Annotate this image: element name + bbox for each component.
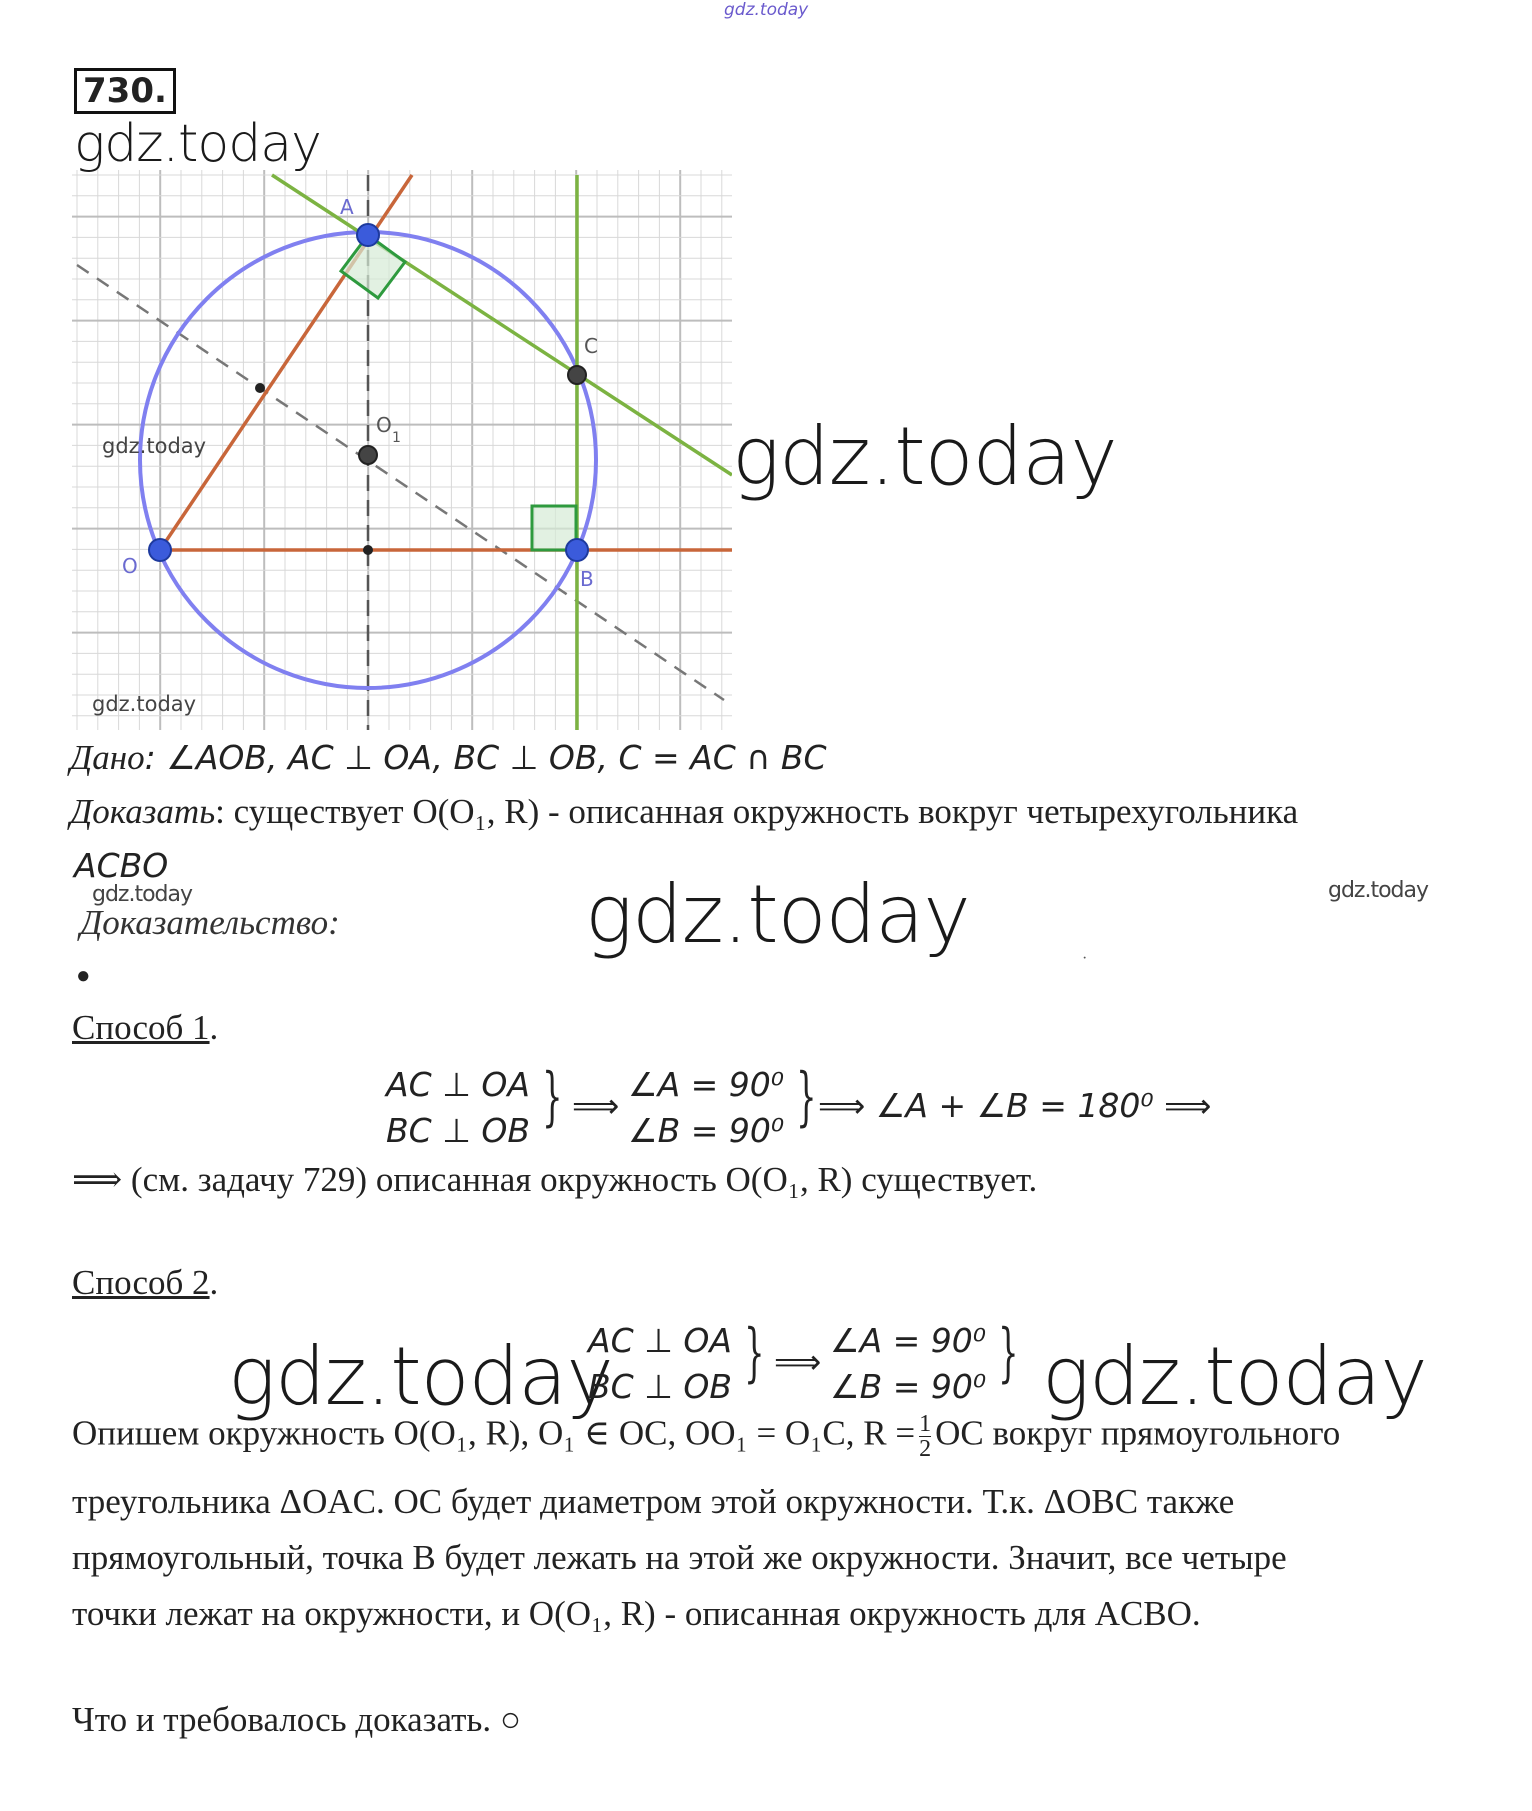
method2-line3: прямоугольный, точка B будет лежать на этой же окружности. Значит, все четыре (72, 1538, 1287, 1577)
method1-mid-block (628, 1062, 784, 1154)
method2-line1-a: Опишем окружность O(O₁, R), O₁ ∈ OC, OO₁ = O₁C, R = (72, 1413, 916, 1453)
label-o1: O (376, 413, 392, 437)
method2-left-block (588, 1318, 732, 1410)
method1-left-bottom: BC ⊥ OB (386, 1111, 531, 1150)
prove-label: Доказать (70, 792, 216, 831)
label-a: A (340, 195, 354, 219)
method1-result: ⟹ ∠A + ∠B = 180⁰ ⟹ (818, 1086, 1212, 1125)
bullet: ● (76, 963, 91, 989)
method2-brace-2: } (998, 1316, 1019, 1390)
conclusion: Что и требовалось доказать. ○ (72, 1700, 522, 1739)
method2-implies: ⟹ (774, 1342, 822, 1381)
line-ac (272, 175, 732, 475)
proof-label: Доказательство: (80, 903, 340, 942)
method2-title: Способ 2 (72, 1263, 210, 1302)
watermark-method2-left: gdz.today (228, 1330, 613, 1423)
method1-left-block (386, 1062, 530, 1154)
method2-left-bottom: BC ⊥ OB (588, 1367, 733, 1406)
top-watermark: gdz.today (724, 0, 809, 20)
point-a (357, 224, 379, 246)
point-midpoint-ob (363, 545, 373, 555)
prove-text: : существует O(O₁, R) - описанная окружность вокруг четырехугольника (215, 792, 1299, 831)
method2-line1-b: OC вокруг прямоугольного (935, 1413, 1341, 1453)
method1-title-line: Способ 1. (72, 1008, 219, 1047)
watermark-method2-right: gdz.today (1042, 1330, 1427, 1423)
method2-left-top: AC ⊥ OA (588, 1321, 732, 1360)
point-c (568, 366, 586, 384)
point-o (149, 539, 171, 561)
label-o1-sub: 1 (392, 430, 401, 446)
method2-brace-1: } (744, 1316, 765, 1390)
method2-mid-top: ∠A = 90⁰ (830, 1321, 987, 1360)
method1-brace-2: } (796, 1060, 817, 1134)
figure-watermark-inner: gdz.today (102, 434, 207, 458)
method1-left-top: AC ⊥ OA (386, 1065, 530, 1104)
method2-title-line: Способ 2. (72, 1263, 219, 1302)
given-text: : ∠AOB, AC ⊥ OA, BC ⊥ OB, C = AC ∩ BC (144, 738, 827, 777)
method1-mid-top: ∠A = 90⁰ (628, 1065, 785, 1104)
watermark-center: gdz.today (585, 868, 970, 961)
watermark-above-proof: gdz.today (92, 882, 193, 907)
figure-watermark-bottom: gdz.today (92, 692, 197, 716)
tiny-mark: · (1082, 950, 1088, 967)
fraction-one-half: $\frac{1}{2}$ (919, 1411, 932, 1462)
method1-brace-1: } (542, 1060, 563, 1134)
method1-mid-bottom: ∠B = 90⁰ (628, 1111, 785, 1150)
watermark-under-number: gdz.today (74, 114, 321, 174)
method2-line4: точки лежат на окружности, и O(O₁, R) - описанная окружность для ACBO. (72, 1594, 1201, 1633)
dashed-perpendicular-bisector (77, 265, 724, 700)
point-midpoint-oa (255, 383, 265, 393)
method1-title: Способ 1 (72, 1008, 210, 1047)
method2-line1 (72, 1412, 1340, 1461)
given-label: Дано (70, 738, 145, 777)
label-c: C (584, 334, 598, 358)
label-o: O (122, 554, 138, 578)
method2-mid-bottom: ∠B = 90⁰ (830, 1367, 987, 1406)
problem-number: 730. (74, 68, 176, 114)
geometry-figure (72, 170, 732, 730)
prove-line (70, 792, 1298, 832)
point-b (566, 539, 588, 561)
method2-mid-block (830, 1318, 986, 1410)
watermark-right-small: gdz.today (1328, 878, 1429, 903)
prove-object: ACBO (74, 846, 169, 885)
watermark-right-of-figure: gdz.today (732, 410, 1117, 503)
label-b: B (580, 567, 594, 591)
method2-line2: треугольника ΔOAC. OC будет диаметром этой окружности. Т.к. ΔOBC также (72, 1482, 1235, 1521)
method1-line2: ⟹ (см. задачу 729) описанная окружность O(O₁, R) существует. (72, 1160, 1038, 1199)
given-line (70, 738, 827, 778)
point-o1 (359, 446, 377, 464)
method1-implies: ⟹ (572, 1086, 620, 1125)
